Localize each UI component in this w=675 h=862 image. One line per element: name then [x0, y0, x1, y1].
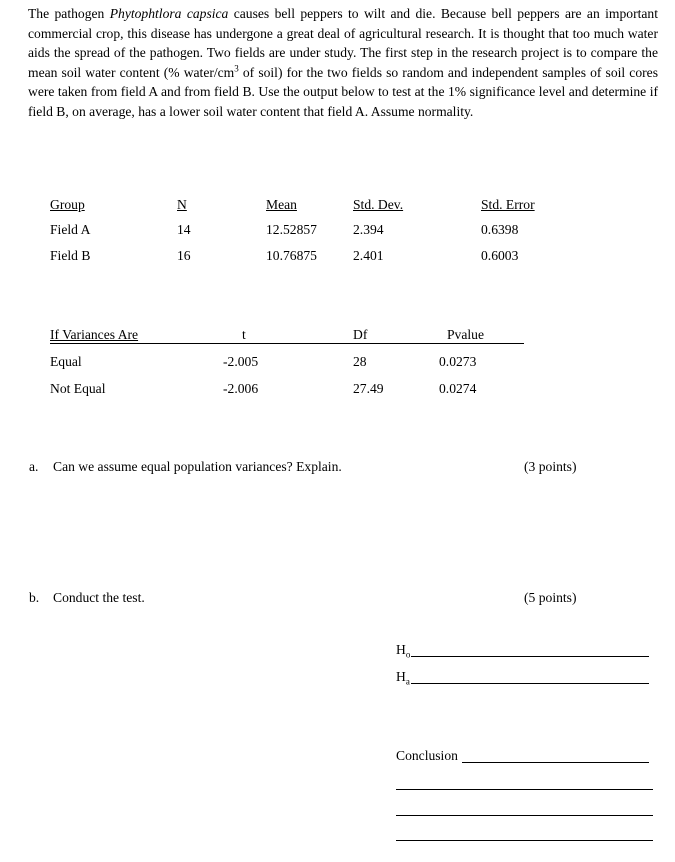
- table-cell: 10.76875: [266, 248, 317, 263]
- conclusion-answer-line[interactable]: [462, 762, 649, 763]
- col-header-df: Df: [353, 327, 368, 342]
- col-header-variances: If Variances Are: [50, 327, 139, 342]
- col-header-pvalue: Pvalue: [447, 327, 484, 342]
- col-header-mean: Mean: [266, 197, 297, 212]
- col-header-stddev: Std. Dev.: [353, 197, 404, 212]
- problem-text-1: The pathogen: [28, 6, 110, 21]
- col-header-t: t: [242, 327, 246, 342]
- table-cell: 0.0274: [439, 381, 477, 396]
- table-cell: 0.0273: [439, 354, 477, 369]
- problem-text-2: causes bell peppers to wilt and die. Because bell peppers are an important commercial crop, this disease has undergone a great deal of agricultural research. It is thought that too much water aids the spread of the pathogen. Two fields are under study. The first step in the research project is to compare the mean soil water content (% water/cm: [28, 6, 658, 80]
- table-cell: 0.6003: [481, 248, 519, 263]
- ha-subscript: a: [405, 676, 410, 687]
- ha-base: H: [396, 669, 406, 684]
- h0-subscript: o: [405, 649, 411, 660]
- table-cell: -2.005: [223, 354, 259, 369]
- problem-statement: [6, 4, 658, 122]
- table-cell: 2.401: [353, 248, 384, 263]
- conclusion-answer-line[interactable]: [396, 840, 653, 841]
- table-cell: 12.52857: [266, 222, 317, 237]
- part-a-label: a.: [29, 459, 39, 474]
- table-cell: 27.49: [353, 381, 384, 396]
- problem-text-3: of soil) for the two fields so random and independent samples of soil cores were taken from field A and from field B. Use the output below to test at the 1% significance level and determine if field B, on average, has a lower soil water content that field A. Assume normality.: [28, 64, 658, 119]
- table-cell: 2.394: [353, 222, 384, 237]
- cubic-superscript: 3: [234, 63, 239, 74]
- problem-number: [6, 4, 28, 24]
- col-header-group: Group: [50, 197, 85, 212]
- part-b-label: b.: [29, 590, 40, 605]
- table-cell: -2.006: [223, 381, 259, 396]
- conclusion-answer-line[interactable]: [396, 789, 653, 790]
- table-cell: 16: [177, 248, 191, 263]
- null-hypothesis-label: [396, 642, 410, 658]
- header-rule: [50, 343, 524, 344]
- alt-hypothesis-answer-line[interactable]: [411, 683, 649, 684]
- null-hypothesis-answer-line[interactable]: [411, 656, 649, 657]
- table-cell: Equal: [50, 354, 82, 369]
- part-a-question: Can we assume equal population variances? Explain.: [53, 459, 342, 474]
- table-cell: Field B: [50, 248, 91, 263]
- part-b-points: (5 points): [524, 590, 577, 605]
- table-cell: Not Equal: [50, 381, 106, 396]
- table-cell: Field A: [50, 222, 91, 237]
- table-cell: 28: [353, 354, 367, 369]
- table-cell: 0.6398: [481, 222, 519, 237]
- part-b-question: Conduct the test.: [53, 590, 145, 605]
- pathogen-name: Phytophtlora capsica: [109, 6, 229, 21]
- part-a-points: (3 points): [524, 459, 577, 474]
- h0-base: H: [396, 642, 406, 657]
- col-header-stderror: Std. Error: [481, 197, 535, 212]
- conclusion-label: Conclusion: [396, 748, 458, 763]
- alt-hypothesis-label: [396, 669, 410, 685]
- col-header-n: N: [177, 197, 187, 212]
- table-cell: 14: [177, 222, 191, 237]
- conclusion-answer-line[interactable]: [396, 815, 653, 816]
